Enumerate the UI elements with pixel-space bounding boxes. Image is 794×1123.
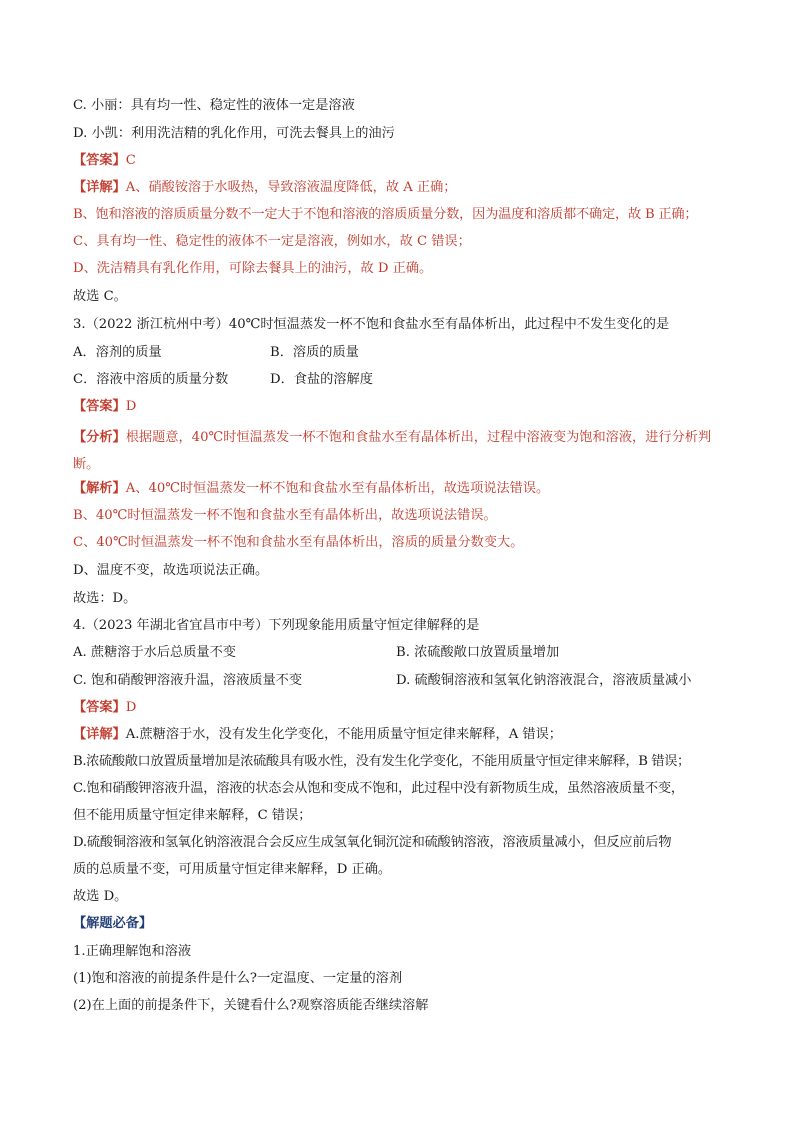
- q3-option-a: A．溶剂的质量: [73, 345, 162, 360]
- q2-conclusion: 故选 C。: [73, 289, 127, 304]
- essentials-heading: 【解题必备】: [73, 916, 153, 931]
- detail-label: 【详解】: [73, 727, 126, 742]
- q2-detail-c: C、具有均一性、稳定性的液体不一定是溶液，例如水，故 C 错误；: [73, 234, 471, 249]
- analysis-text: 根据题意，40℃时恒温蒸发一杯不饱和食盐水至有晶体析出，过程中溶液变为饱和溶液，进行分析判断。: [73, 430, 712, 472]
- q3-explain-c: C、40℃时恒温蒸发一杯不饱和食盐水至有晶体析出，溶质的质量分数变大。: [73, 535, 524, 550]
- q3-explain-b: B、40℃时恒温蒸发一杯不饱和食盐水至有晶体析出，故选项说法错误。: [73, 508, 497, 523]
- q3-conclusion: 故选：D。: [73, 591, 137, 606]
- q4-detail-b: B.浓硫酸敞口放置质量增加是浓硫酸具有吸水性，没有发生化学变化，不能用质量守恒定律来解释，B 错误；: [73, 754, 690, 769]
- q4-detail-d2: 质的总质量不变，可用质量守恒定律来解释，D 正确。: [73, 862, 392, 877]
- analysis-label: 【分析】: [73, 430, 126, 445]
- essentials-point-1-1: (1)饱和溶液的前提条件是什么?一定温度、一定量的溶剂: [73, 971, 403, 986]
- detail-text: A.蔗糖溶于水，没有发生化学变化，不能用质量守恒定律来解释，A 错误；: [125, 727, 562, 742]
- q4-detail-d1: D.硫酸铜溶液和氢氧化钠溶液混合会反应生成氢氧化铜沉淀和硫酸钠溶液，溶液质量减小，但反应前后物: [73, 835, 672, 850]
- q4-option-b: B. 浓硫酸敞口放置质量增加: [396, 645, 560, 660]
- answer-value: D: [125, 700, 137, 715]
- q2-detail-b: B、饱和溶液的溶质质量分数不一定大于不饱和溶液的溶质质量分数，因为温度和溶质都不确定，故 B 正确；: [73, 207, 698, 222]
- q3-explain-d: D、温度不变，故选项说法正确。: [73, 563, 269, 578]
- q2-detail-d: D、洗洁精具有乳化作用，可除去餐具上的油污，故 D 正确。: [73, 261, 433, 276]
- q3-option-d: D．食盐的溶解度: [270, 372, 373, 387]
- q4-option-c: C. 饱和硝酸钾溶液升温，溶液质量不变: [73, 673, 303, 688]
- explain-label: 【解析】: [73, 481, 126, 496]
- answer-label: 【答案】: [73, 700, 126, 715]
- q4-detail-c2: 但不能用质量守恒定律来解释，C 错误；: [73, 808, 312, 823]
- essentials-point-1-2: (2)在上面的前提条件下，关键看什么?观察溶质能否继续溶解: [73, 998, 429, 1013]
- q4-option-d: D. 硫酸铜溶液和氢氧化钠溶液混合，溶液质量减小: [396, 673, 692, 688]
- q3-option-c: C．溶液中溶质的质量分数: [73, 372, 229, 387]
- q2-option-c: C. 小丽：具有均一性、稳定性的液体一定是溶液: [73, 98, 355, 113]
- q4-detail-a: [73, 725, 734, 745]
- q4-stem: 4.（2023 年湖北省宜昌市中考）下列现象能用质量守恒定律解释的是: [73, 618, 480, 633]
- answer-label: 【答案】: [73, 399, 126, 414]
- q2-answer: [73, 151, 734, 171]
- answer-value: C: [125, 153, 136, 168]
- q3-analysis: [73, 424, 734, 478]
- answer-label: 【答案】: [73, 153, 126, 168]
- q4-detail-c1: C.饱和硝酸钾溶液升温，溶液的状态会从饱和变成不饱和，此过程中没有新物质生成，虽然溶液质量不变，: [73, 781, 684, 796]
- answer-value: D: [125, 399, 137, 414]
- q2-detail-a: [73, 178, 734, 198]
- q4-answer: [73, 698, 734, 718]
- q4-option-a: A. 蔗糖溶于水后总质量不变: [73, 645, 236, 660]
- q3-explain-a: [73, 479, 734, 499]
- detail-text: A、硝酸铵溶于水吸热，导致溶液温度降低，故 A 正确；: [125, 180, 457, 195]
- q3-stem: 3.（2022 浙江杭州中考）40℃时恒温蒸发一杯不饱和食盐水至有晶体析出，此过程中不发生变化的是: [73, 317, 670, 332]
- essentials-point-1: 1.正确理解饱和溶液: [73, 944, 192, 959]
- explain-text: A、40℃时恒温蒸发一杯不饱和食盐水至有晶体析出，故选项说法错误。: [125, 481, 550, 496]
- q4-conclusion: 故选 D。: [73, 889, 128, 904]
- q3-answer: [73, 397, 734, 417]
- q2-option-d: D. 小凯：利用洗洁精的乳化作用，可洗去餐具上的油污: [73, 126, 395, 141]
- detail-label: 【详解】: [73, 180, 126, 195]
- q3-option-b: B．溶质的质量: [270, 345, 359, 360]
